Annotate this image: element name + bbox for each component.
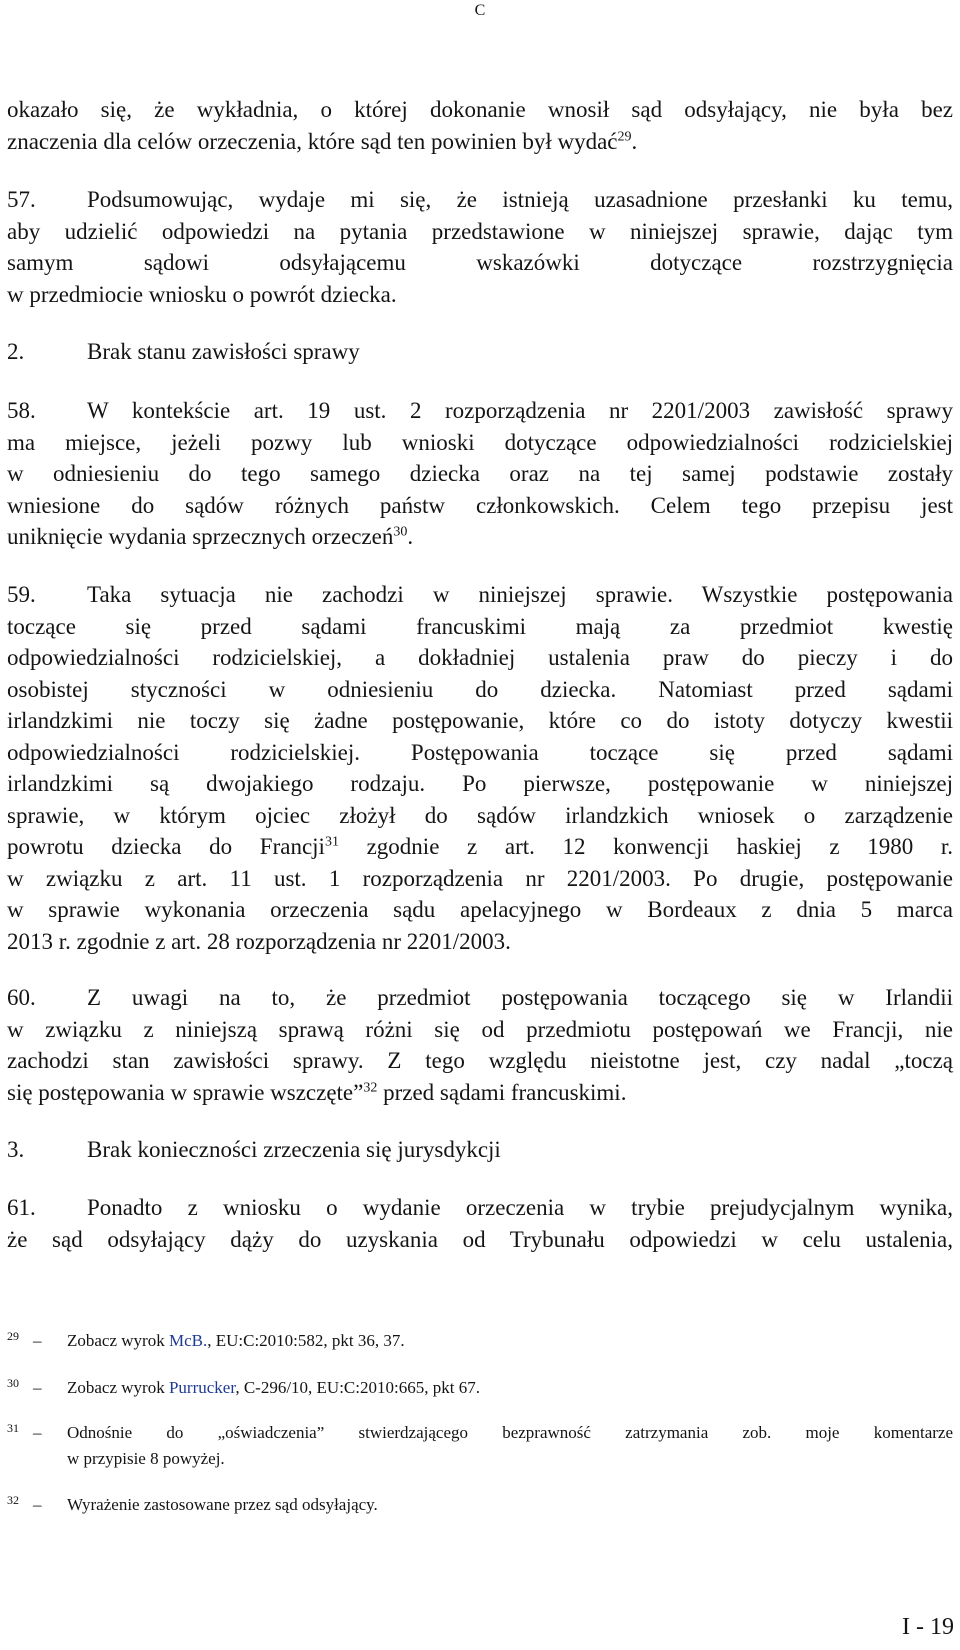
section-heading-3: [7, 1134, 953, 1166]
footnote-dash: –: [33, 1331, 42, 1350]
case-link[interactable]: McB.: [168, 1331, 208, 1350]
text-line: samym sądowi odsyłającemu wskazówki dotyczące rozstrzygnięcia: [7, 250, 953, 275]
text-line: irlandzkimi nie toczy się żadne postępowanie, które co do istoty dotyczy kwestii: [7, 708, 953, 733]
text-line: sprawie, w którym ojciec złożył do sądów irlandzkich wniosek o zarządzenie: [7, 802, 953, 828]
text-line: 57. Podsumowując, wydaje mi się, że istnieją uzasadnione przesłanki ku temu,: [7, 184, 953, 216]
text-line: osobistej styczności w odniesieniu do dziecka. Natomiast przed sądami: [7, 676, 953, 702]
paragraph-59: [7, 579, 953, 957]
text-line: 61. Ponadto z wniosku o wydanie orzeczenia w trybie prejudycjalnym wynika,: [7, 1192, 953, 1224]
footnote-text: [67, 1420, 953, 1472]
text-line: w odniesieniu do tego samego dziecka oraz na tej samej podstawie zostały: [7, 461, 953, 486]
text-line: odpowiedzialności rodzicielskiej, a dokładniej ustalenia praw do pieczy i do: [7, 645, 953, 670]
text-line: uniknięcie wydania sprzecznych orzeczeń$^{30}$.: [7, 524, 414, 549]
text-line: w związku z art. 11 ust. 1 rozporządzenia nr 2201/2003. Po drugie, postępowanie: [7, 865, 953, 891]
footnote-ref[interactable]: 31: [324, 834, 339, 850]
paragraph-number: 58.: [7, 398, 36, 423]
footnote-dash: –: [33, 1495, 42, 1514]
footnote-number: 30: [7, 1376, 19, 1390]
text-line: znaczenia dla celów orzeczenia, które sąd ten powinien był wydać$^{29}$.: [7, 128, 638, 154]
footnote-number: 32: [7, 1493, 19, 1507]
case-link[interactable]: Purrucker: [168, 1378, 236, 1397]
paragraph-number: 57.: [7, 187, 36, 212]
text-line: 58. W kontekście art. 19 ust. 2 rozporządzenia nr 2201/2003 zawisłość sprawy: [7, 395, 953, 427]
footnote-31: [7, 1420, 953, 1472]
text-line: toczące się przed sądami francuskimi mają za przedmiot kwestię: [7, 613, 953, 639]
text-line: 59. Taka sytuacja nie zachodzi w niniejszej sprawie. Wszystkie postępowania: [7, 579, 953, 611]
paragraph-58: [7, 395, 953, 553]
footnote-text: Zobacz wyrok McB., EU:C:2010:582, pkt 36, 37.: [67, 1331, 405, 1350]
paragraph-60: [7, 982, 953, 1108]
section-heading-2: [7, 336, 953, 368]
text-line: aby udzielić odpowiedzi na pytania przedstawione w niniejszej sprawie, dając tym: [7, 218, 953, 244]
text-line: odpowiedzialności rodzicielskiej. Postępowania toczące się przed sądami: [7, 739, 953, 765]
paragraph-number: 61.: [7, 1195, 36, 1220]
footnote-32: [7, 1492, 953, 1518]
text-line: się postępowania w sprawie wszczęte”$^{32}$ przed sądami francuskimi.: [7, 1079, 627, 1105]
page-number: I - 19: [902, 1614, 954, 1640]
footnote-text: Wyrażenie zastosowane przez sąd odsyłający.: [67, 1495, 378, 1514]
footnote-ref[interactable]: 32: [363, 1079, 378, 1095]
paragraph-continuation: [7, 94, 953, 157]
text-line: w sprawie wykonania orzeczenia sądu apelacyjnego w Bordeaux z dnia 5 marca: [7, 897, 953, 922]
text-line: powrotu dziecka do Francji$^{31}$ zgodnie z art. 12 konwencji haskiej z 1980 r.: [7, 834, 954, 859]
footnote-dash: –: [33, 1378, 42, 1397]
footnote-29: [7, 1328, 953, 1354]
footnote-line: w przypisie 8 powyżej.: [67, 1449, 225, 1468]
text-line: ma miejsce, jeżeli pozwy lub wnioski dotyczące odpowiedzialności rodzicielskiej: [7, 429, 953, 455]
text-line: okazało się, że wykładnia, o której dokonanie wnosił sąd odsyłający, nie była bez: [7, 97, 953, 122]
footnote-line: Odnośnie do „oświadczenia” stwierdzającego bezprawność zatrzymania zob. moje komentarze: [67, 1423, 953, 1442]
text-line: że sąd odsyłający dąży do uzyskania od Trybunału odpowiedzi w celu ustalenia,: [7, 1226, 953, 1252]
text-line: irlandzkimi są dwojakiego rodzaju. Po pierwsze, postępowanie w niniejszej: [7, 771, 953, 796]
text-line: w związku z niniejszą sprawą różni się od przedmiotu postępowań we Francji, nie: [7, 1016, 953, 1042]
text-line: 2013 r. zgodnie z art. 28 rozporządzenia nr 2201/2003.: [7, 928, 511, 954]
footnote-ref[interactable]: 29: [617, 128, 632, 144]
text-line: wniesione do sądów różnych państw członkowskich. Celem tego przepisu jest: [7, 492, 953, 518]
footnote-30: [7, 1375, 953, 1401]
paragraph-57: [7, 184, 953, 310]
text-line: zachodzi stan zawisłości sprawy. Z tego względu nieistotne jest, czy nadal „toczą: [7, 1048, 953, 1073]
heading-number: 3.: [7, 1137, 25, 1162]
footnote-number: 31: [7, 1421, 19, 1435]
heading-title: Brak konieczności zrzeczenia się jurysdykcji: [87, 1137, 501, 1162]
text-line: w przedmiocie wniosku o powrót dziecka.: [7, 281, 397, 307]
footnote-number: 29: [7, 1329, 19, 1343]
heading-number: 2.: [7, 339, 25, 364]
footnote-ref[interactable]: 30: [393, 524, 408, 540]
footnote-dash: –: [33, 1423, 42, 1442]
paragraph-number: 59.: [7, 582, 36, 607]
footnote-text: Zobacz wyrok Purrucker, C-296/10, EU:C:2010:665, pkt 67.: [67, 1378, 480, 1397]
paragraph-number: 60.: [7, 985, 36, 1010]
text-line: 60. Z uwagi na to, że przedmiot postępowania toczącego się w Irlandii: [7, 982, 953, 1014]
heading-title: Brak stanu zawisłości sprawy: [87, 339, 360, 364]
page-marker: C: [474, 2, 486, 19]
paragraph-61: [7, 1192, 953, 1255]
